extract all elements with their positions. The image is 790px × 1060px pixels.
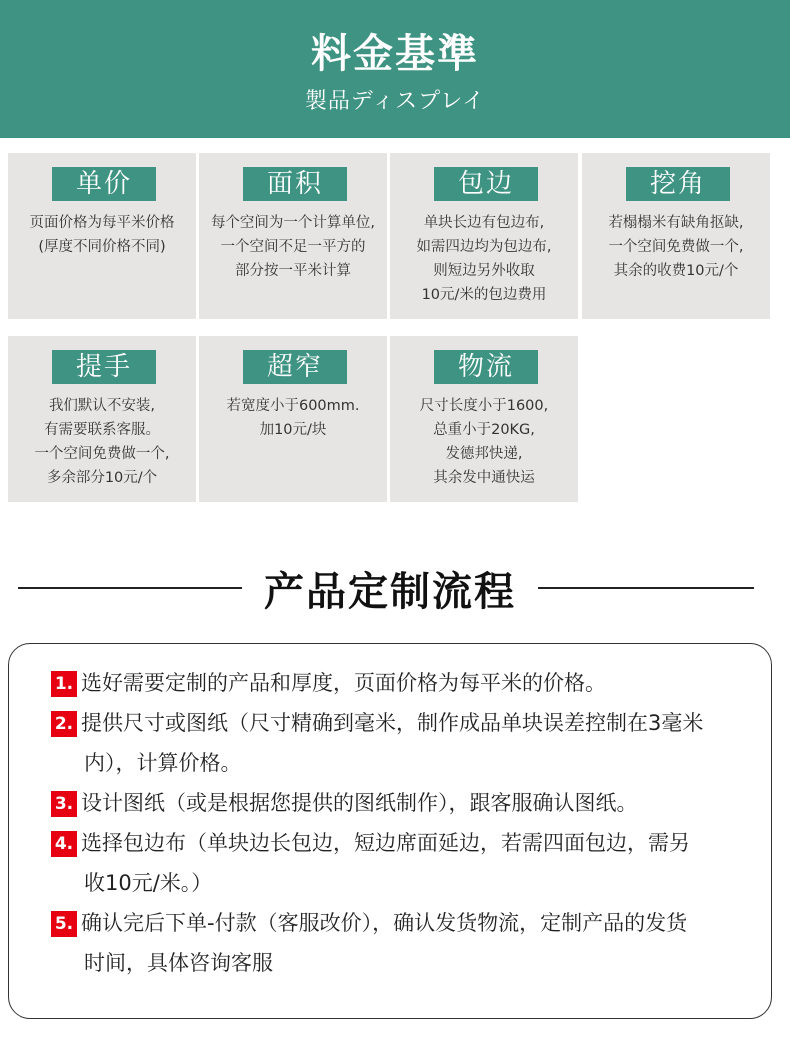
card-text [8,211,196,259]
card-line: 尺寸长度小于1600, [419,398,549,414]
step-text: 提供尺寸或图纸（尺寸精确到毫米，制作成品单块误差控制在3毫米 [81,711,704,735]
process-heading [0,558,790,618]
card-label: 提手 [52,350,156,384]
card-line: 10元/米的包边费用 [421,287,547,303]
card-line: 其余的收费10元/个 [613,263,739,279]
page-title: 料金基準 [311,31,479,77]
step-number-badge: 3. [51,791,77,817]
card-label: 挖角 [626,167,730,201]
card-line: 若榻榻米有缺角抠缺, [608,215,744,231]
card-line: 总重小于20KG, [433,422,535,438]
card-handle [8,336,196,502]
card-label: 单价 [52,167,156,201]
card-line: 多余部分10元/个 [46,470,158,486]
step-number-badge: 1. [51,671,77,697]
card-edging [390,153,578,319]
card-line: 一个空间不足一平方的 [220,239,366,255]
card-narrow [199,336,387,502]
step-item [51,788,638,818]
page-subtitle: 製品ディスプレイ [304,89,486,114]
section-title: 产品定制流程 [264,569,516,615]
header-banner [0,0,790,138]
card-corner-cut [582,153,770,319]
card-label: 包边 [434,167,538,201]
divider-right [538,587,754,589]
card-line: 页面价格为每平米价格 [29,215,175,231]
step-item [51,708,703,738]
card-line: 发德邦快递, [445,446,523,462]
step-number-badge: 4. [51,831,77,857]
card-text [582,211,770,283]
card-line: 单块长边有包边布, [423,215,545,231]
card-line: 一个空间免费做一个, [34,446,170,462]
card-text [390,211,578,307]
step-item [51,908,687,938]
card-logistics [390,336,578,502]
process-steps-box [8,643,772,1019]
card-line: 加10元/块 [259,422,327,438]
card-line: 我们默认不安装, [48,398,156,414]
card-label: 面积 [243,167,347,201]
card-text [8,394,196,490]
card-text [199,211,387,283]
card-line: 其余发中通快运 [433,470,535,486]
step-text-continued: 内），计算价格。 [84,751,242,775]
card-line: 有需要联系客服。 [44,422,160,438]
card-line: 若宽度小于600mm. [226,398,360,414]
pricing-cards [0,153,790,503]
card-line: 则短边另外收取 [433,263,535,279]
step-number-badge: 5. [51,911,77,937]
step-text: 设计图纸（或是根据您提供的图纸制作），跟客服确认图纸。 [81,791,638,815]
divider-left [18,587,242,589]
step-text: 选择包边布（单块边长包边，短边席面延边，若需四面包边，需另 [81,831,690,855]
step-item [51,668,606,698]
card-line: 如需四边均为包边布, [416,239,552,255]
card-label: 超窄 [243,350,347,384]
card-line: 每个空间为一个计算单位, [210,215,376,231]
card-label: 物流 [434,350,538,384]
card-line: 部分按一平米计算 [235,263,351,279]
step-text: 确认完后下单-付款（客服改价），确认发货物流，定制产品的发货 [81,911,688,935]
step-text: 选好需要定制的产品和厚度，页面价格为每平米的价格。 [81,671,606,695]
card-text [390,394,578,490]
step-item [51,828,690,858]
step-text-continued: 收10元/米。） [84,871,213,895]
card-text [199,394,387,442]
step-text-continued: 时间，具体咨询客服 [84,951,273,975]
card-unit-price [8,153,196,319]
card-area [199,153,387,319]
step-number-badge: 2. [51,711,77,737]
card-line: 一个空间免费做一个, [608,239,744,255]
card-line: (厚度不同价格不同) [38,239,166,255]
